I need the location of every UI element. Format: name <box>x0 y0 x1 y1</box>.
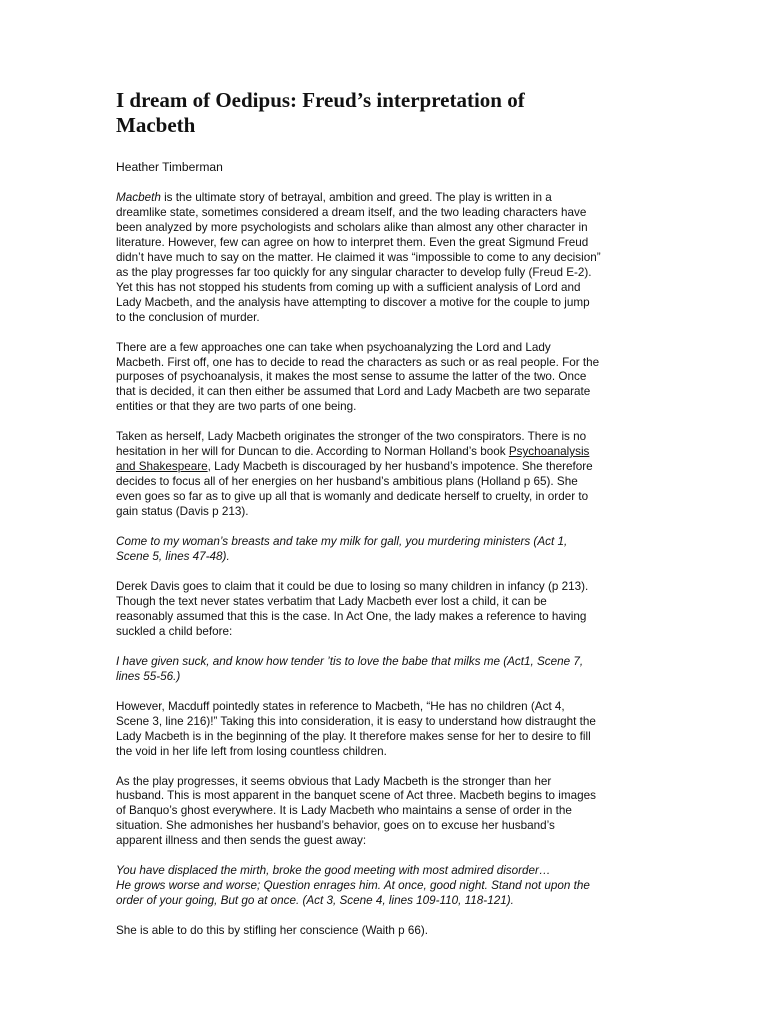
title-line-1: I dream of Oedipus: Freud’s interpretation of <box>116 88 525 112</box>
paragraph-7: She is able to do this by stifling her conscience (Waith p 66). <box>116 924 429 938</box>
quote-3: You have displaced the mirth, broke the good meeting with most admired disorder… He grows worse and worse; Question enrages him. At once, good night. Stand not upon the order of your going, But go at once. (Act 3, Scene 4, lines 109-110, 118-121). <box>116 864 590 908</box>
title-line-2: Macbeth <box>116 113 196 137</box>
book-title-underlined-part-1: Psychoanalysis <box>508 445 590 459</box>
paragraph-4: Derek Davis goes to claim that it could be due to losing so many children in infancy (p 213). Though the text never states verbatim that Lady Macbeth ever lost a child, it can be reasonably assumed that this is the case. In Act One, the lady makes a reference to having suckled a child before: <box>116 579 589 638</box>
author-name: Heather Timberman <box>116 160 223 174</box>
play-title-italic: Macbeth <box>116 191 161 204</box>
paragraph-1: Macbeth is the ultimate story of betrayal, ambition and greed. The play is written in a dreamlike state, sometimes considered a dream itself, and the two leading characters have been analyzed by more psychologists and scholars alike than almost any other character in literature. However, few can agree on how to interpret them. Even the great Sigmund Freud didn’t have much to say on the matter. He claimed it was “impossible to come to any decision” as the play progresses far too quickly for any singular character to develop fully (Freud E-2). Yet this has not stopped his students from coming up with a sufficient analysis of Lord and Lady Macbeth, and the analysis have attempting to discover a motive for the couple to jump to the conclusion of murder. <box>116 191 601 324</box>
paragraph-3: Taken as herself, Lady Macbeth originates the stronger of the two conspirators. There is no hesitation in her will for Duncan to die. According to Norman Holland’s book Psychoanalysis and Shakespeare, Lady Macbeth is discouraged by her husband’s impotence. She therefore decides to focus all of her energies on her husband’s ambitious plans (Holland p 65). She even goes so far as to give up all that is womanly and dedicate herself to cruelty, in order to gain status (Davis p 213). <box>116 430 593 519</box>
quote-2: I have given suck, and know how tender ’tis to love the babe that milks me (Act1, Scene 7, lines 55-56.) <box>116 654 584 683</box>
book-title-underlined-part-2: and Shakespeare <box>116 460 208 474</box>
document-title <box>116 88 656 138</box>
document-page <box>116 88 656 954</box>
paragraph-2: There are a few approaches one can take when psychoanalyzing the Lord and Lady Macbeth. First off, one has to decide to read the characters as such or as real people. For the purposes of psychoanalysis, it makes the most sense to assume the latter of the two. Once that is decided, it can then either be assumed that Lord and Lady Macbeth are two separate entities or that they are two parts of one being. <box>116 340 600 414</box>
paragraph-5: However, Macduff pointedly states in reference to Macbeth, “He has no children (Act 4, Scene 3, line 216)!” Taking this into consideration, it is easy to understand how distraught the Lady Macbeth is in the beginning of the play. It therefore makes sense for her to desire to fill the void in her life left from losing countless children. <box>116 699 596 758</box>
paragraph-6: As the play progresses, it seems obvious that Lady Macbeth is the stronger than her husband. This is most apparent in the banquet scene of Act three. Macbeth begins to images of Banquo’s ghost everywhere. It is Lady Macbeth who maintains a sense of order in the situation. She admonishes her husband’s behavior, goes on to excuse her husband’s apparent illness and then sends the guest away: <box>116 774 596 848</box>
quote-1: Come to my woman’s breasts and take my milk for gall, you murdering ministers (Act 1, Scene 5, lines 47-48). <box>116 535 568 564</box>
